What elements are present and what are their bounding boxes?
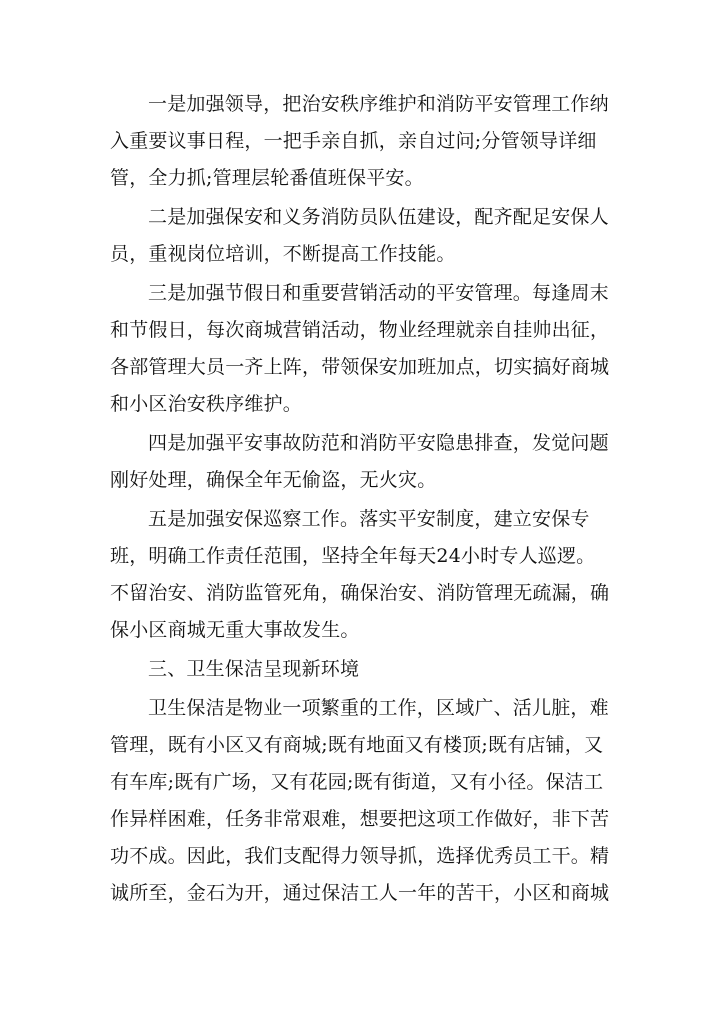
paragraph-leadership: 一是加强领导，把治安秩序维护和消防平安管理工作纳入重要议事日程，一把手亲自抓，亲自过问;分管领导详细管，全力抓;管理层轮番值班保平安。 <box>110 93 609 189</box>
paragraph-holiday-management: 三是加强节假日和重要营销活动的平安管理。每逢周末和节假日，每次商城营销活动，物业经理就亲自挂帅出征，各部管理大员一齐上阵，带领保安加班加点，切实搞好商城和小区治安秩序维护。 <box>110 282 610 415</box>
paragraph-security-team: 二是加强保安和义务消防员队伍建设，配齐配足安保人员，重视岗位培训，不断提高工作技能。 <box>110 206 609 265</box>
section-heading-sanitation: 三、卫生保洁呈现新环境 <box>148 658 360 680</box>
paragraph-hazard-inspection: 四是加强平安事故防范和消防平安隐患排查，发觉问题刚好处理，确保全年无偷盗，无火灾。 <box>110 432 609 491</box>
paragraph-patrol-work: 五是加强安保巡察工作。落实平安制度，建立安保专班，明确工作责任范围，坚持全年每天24小时专人巡逻。不留治安、消防监管死角，确保治安、消防管理无疏漏，确保小区商城无重大事故发生。 <box>110 508 610 641</box>
document-body <box>110 86 610 912</box>
paragraph-sanitation: 卫生保洁是物业一项繁重的工作，区域广、活儿脏，难管理，既有小区又有商城;既有地面又有楼顶;既有店铺，又有车库;既有广场，又有花园;既有街道，又有小径。保洁工作异样困难，任务非常艰难，想要把这项工作做好，非下苦功不成。因此，我们支配得力领导抓，选择优秀员工干。精诚所至，金石为开，通过保洁工人一年的苦干，小区和商城 <box>110 697 610 904</box>
